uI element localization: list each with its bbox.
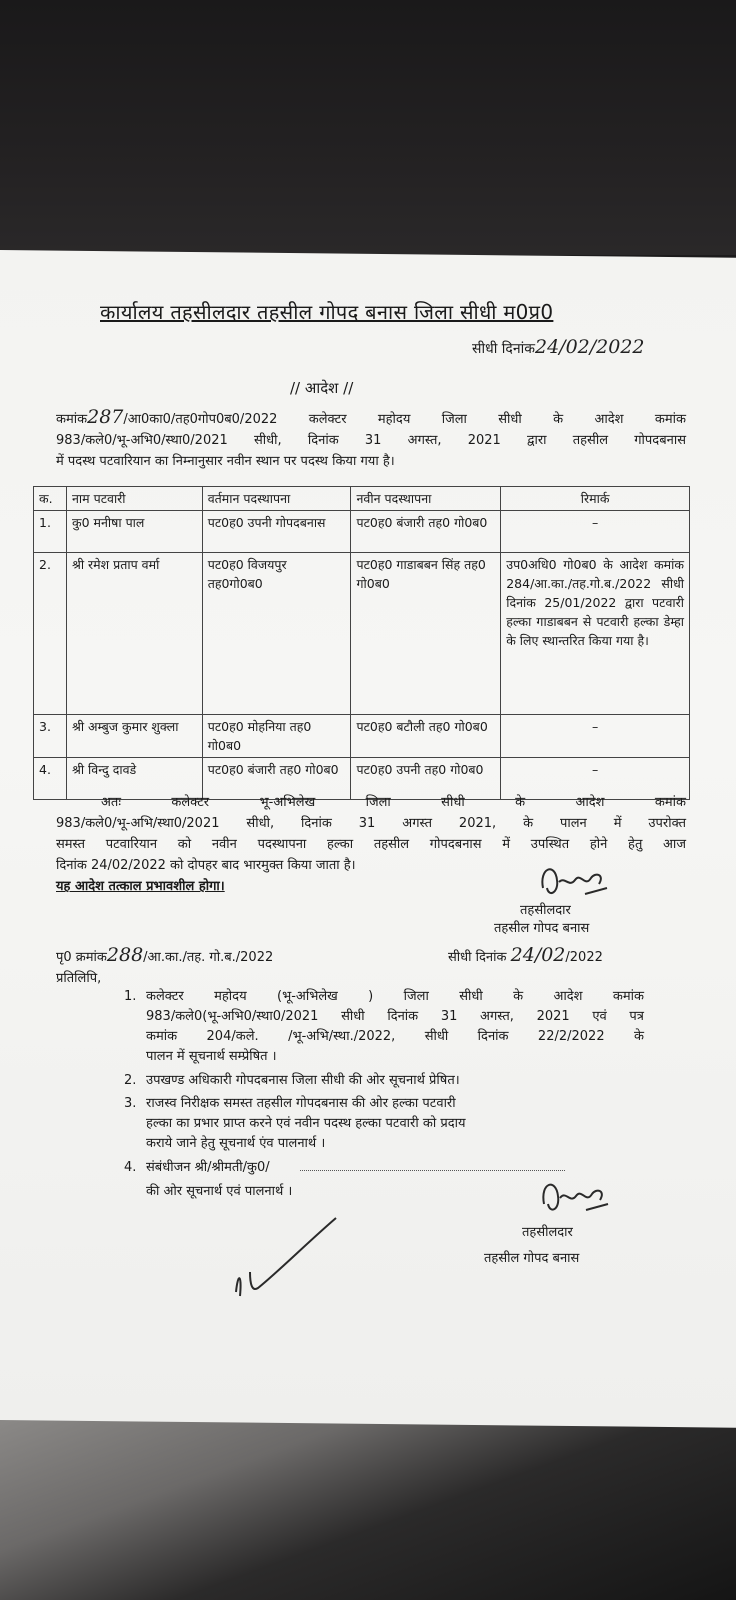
cell-name: श्री विन्दु दावडे xyxy=(66,758,202,800)
copy-item-2 xyxy=(124,1071,644,1091)
release-line-1: अतः कलेक्टर भू-अभिलेख जिला सीधी के आदेश कमांक xyxy=(101,795,686,810)
copy-item-line: उपखण्ड अधिकारी गोपदबनास जिला सीधी की ओर सूचनार्थ प्रेषित। xyxy=(146,1073,460,1088)
copy-item-line: पालन में सूचनार्थ सम्प्रेषित । xyxy=(146,1049,277,1064)
table-row xyxy=(34,511,690,553)
signature-1-place: तहसील गोपद बनास xyxy=(494,921,590,936)
header-date-prefix: सीधी दिनांक xyxy=(472,341,535,357)
copy-item-line: कमांक 204/कले. /भू-अभि/स्था./2022, सीधी दिनांक 22/2/2022 के xyxy=(146,1029,644,1044)
copy-item-line: 983/कले0(भू-अभि0/स्था0/2021 सीधी दिनांक 31 अगस्त, 2021 एवं पत्र xyxy=(146,1009,644,1024)
signature-1-mark xyxy=(535,858,615,906)
copy-item-number: 1. xyxy=(124,989,137,1004)
copy-date xyxy=(448,944,603,966)
copy-reference xyxy=(56,944,273,966)
header-date xyxy=(472,336,645,358)
signature-1-title: तहसीलदार xyxy=(520,903,571,918)
cell-new: पट0ह0 बंजारी तह0 गो0ब0 xyxy=(351,511,501,553)
cell-remark: – xyxy=(501,715,690,758)
copy-item-line: राजस्व निरीक्षक समस्त तहसील गोपदबनास की ओर हल्का पटवारी xyxy=(146,1096,456,1111)
intro-line-1 xyxy=(56,407,686,430)
header-new: नवीन पदस्थापना xyxy=(351,487,501,511)
cell-remark: उप0अधि0 गो0ब0 के आदेश कमांक 284/आ.का./तह.गो.ब./2022 सीधी दिनांक 25/01/2022 द्वारा पटवारी हल्का गाडाबबन से पटवारी हल्का डेम्हा के लिए स्थान्तरित किया गया है। xyxy=(501,553,690,715)
intro-number-handwritten: 287 xyxy=(87,406,124,428)
cell-new: पट0ह0 उपनी तह0 गो0ब0 xyxy=(351,758,501,800)
checkmark-scribble xyxy=(228,1212,348,1302)
release-line-2: 983/कले0/भू-अभि/स्था0/2021 सीधी, दिनांक 31 अगस्त 2021, के पालन में उपरोक्त xyxy=(56,816,686,831)
signature-2-title: तहसीलदार xyxy=(522,1225,573,1240)
intro-line-1-text: /आ0का0/तह0गोप0ब0/2022 कलेक्टर महोदय जिला सीधी के आदेश कमांक xyxy=(123,412,686,427)
copy-item-number: 2. xyxy=(124,1073,137,1088)
cell-new: पट0ह0 गाडाबबन सिंह तह0 गो0ब0 xyxy=(351,553,501,715)
cell-name: श्री अम्बुज कुमार शुक्ला xyxy=(66,715,202,758)
cell-current: पट0ह0 विजयपुर तह0गो0ब0 xyxy=(202,553,351,715)
copy-date-suffix: /2022 xyxy=(565,950,603,965)
copy-item-line: की ओर सूचनार्थ एवं पालनार्थ । xyxy=(146,1184,293,1199)
intro-line-3: में पदस्थ पटवारियान का निम्नानुसार नवीन स्थान पर पदस्थ किया गया है। xyxy=(56,454,395,469)
copy-date-handwritten: 24/02 xyxy=(510,944,566,966)
cell-sn: 3. xyxy=(34,715,67,758)
cell-new: पट0ह0 बटौली तह0 गो0ब0 xyxy=(351,715,501,758)
copy-ref-handwritten: 288 xyxy=(106,944,144,966)
cell-current: पट0ह0 मोहनिया तह0 गो0ब0 xyxy=(202,715,351,758)
table-row xyxy=(34,715,690,758)
background-top xyxy=(0,0,736,255)
cell-name: श्री रमेश प्रताप वर्मा xyxy=(66,553,202,715)
copy-item-3 xyxy=(124,1094,644,1154)
cell-current: पट0ह0 उपनी गोपदबनास xyxy=(202,511,351,553)
intro-paragraph xyxy=(56,407,686,472)
order-title: // आदेश // xyxy=(290,379,354,397)
header-sn: क. xyxy=(34,487,67,511)
table-header-row xyxy=(34,487,690,511)
office-heading: कार्यालय तहसीलदार तहसील गोपद बनास जिला सीधी म0प्र0 xyxy=(100,300,554,324)
copy-item-line: हल्का का प्रभार प्राप्त करने एवं नवीन पदस्थ हल्का पटवारी को प्रदाय xyxy=(146,1116,466,1131)
background-floor xyxy=(0,1415,736,1600)
header-remark: रिमार्क xyxy=(501,487,690,511)
copy-ref-suffix: /आ.का./तह. गो.ब./2022 xyxy=(143,950,274,965)
copy-item-line: कलेक्टर महोदय (भू-अभिलेख ) जिला सीधी के आदेश कमांक xyxy=(146,989,644,1004)
release-line-3: समस्त पटवारियान को नवीन पदस्थापना हल्का तहसील गोपदबनास में उपस्थित होने हेतु आज xyxy=(56,837,686,852)
cell-name: कु0 मनीषा पाल xyxy=(66,511,202,553)
cell-sn: 1. xyxy=(34,511,67,553)
header-date-handwritten: 24/02/2022 xyxy=(534,336,645,358)
copy-item-line: कराये जाने हेतु सूचनार्थ एंव पालनार्थ । xyxy=(146,1136,326,1151)
copy-label: प्रतिलिपि, xyxy=(56,971,102,986)
signature-2-place: तहसील गोपद बनास xyxy=(484,1251,580,1266)
intro-line-2: 983/कले0/भू-अभि0/स्था0/2021 सीधी, दिनांक 31 अगस्त, 2021 द्वारा तहसील गोपदबनास xyxy=(56,433,686,448)
effective-note: यह आदेश तत्काल प्रभावशील होगा। xyxy=(56,879,225,894)
signature-2-mark xyxy=(536,1174,616,1222)
copy-item-number: 4. xyxy=(124,1160,137,1175)
copy-ref-prefix: पृ0 क्रमांक xyxy=(56,950,107,965)
header-current: वर्तमान पदस्थापना xyxy=(202,487,351,511)
release-line-4: दिनांक 24/02/2022 को दोपहर बाद भारमुक्त किया जाता है। xyxy=(56,858,356,873)
cell-remark: – xyxy=(501,758,690,800)
cell-remark: – xyxy=(501,511,690,553)
intro-prefix: कमांक xyxy=(56,412,88,427)
cell-sn: 2. xyxy=(34,553,67,715)
cell-current: पट0ह0 बंजारी तह0 गो0ब0 xyxy=(202,758,351,800)
copy-item-line: संबंधीजन श्री/श्रीमती/कु0/ xyxy=(146,1160,270,1175)
blank-fill-line xyxy=(300,1158,565,1171)
table-row xyxy=(34,553,690,715)
copy-date-prefix: सीधी दिनांक xyxy=(448,950,507,965)
header-name: नाम पटवारी xyxy=(66,487,202,511)
cell-sn: 4. xyxy=(34,758,67,800)
transfer-table xyxy=(33,486,690,800)
copy-item-1 xyxy=(124,987,644,1067)
copy-item-number: 3. xyxy=(124,1096,137,1111)
